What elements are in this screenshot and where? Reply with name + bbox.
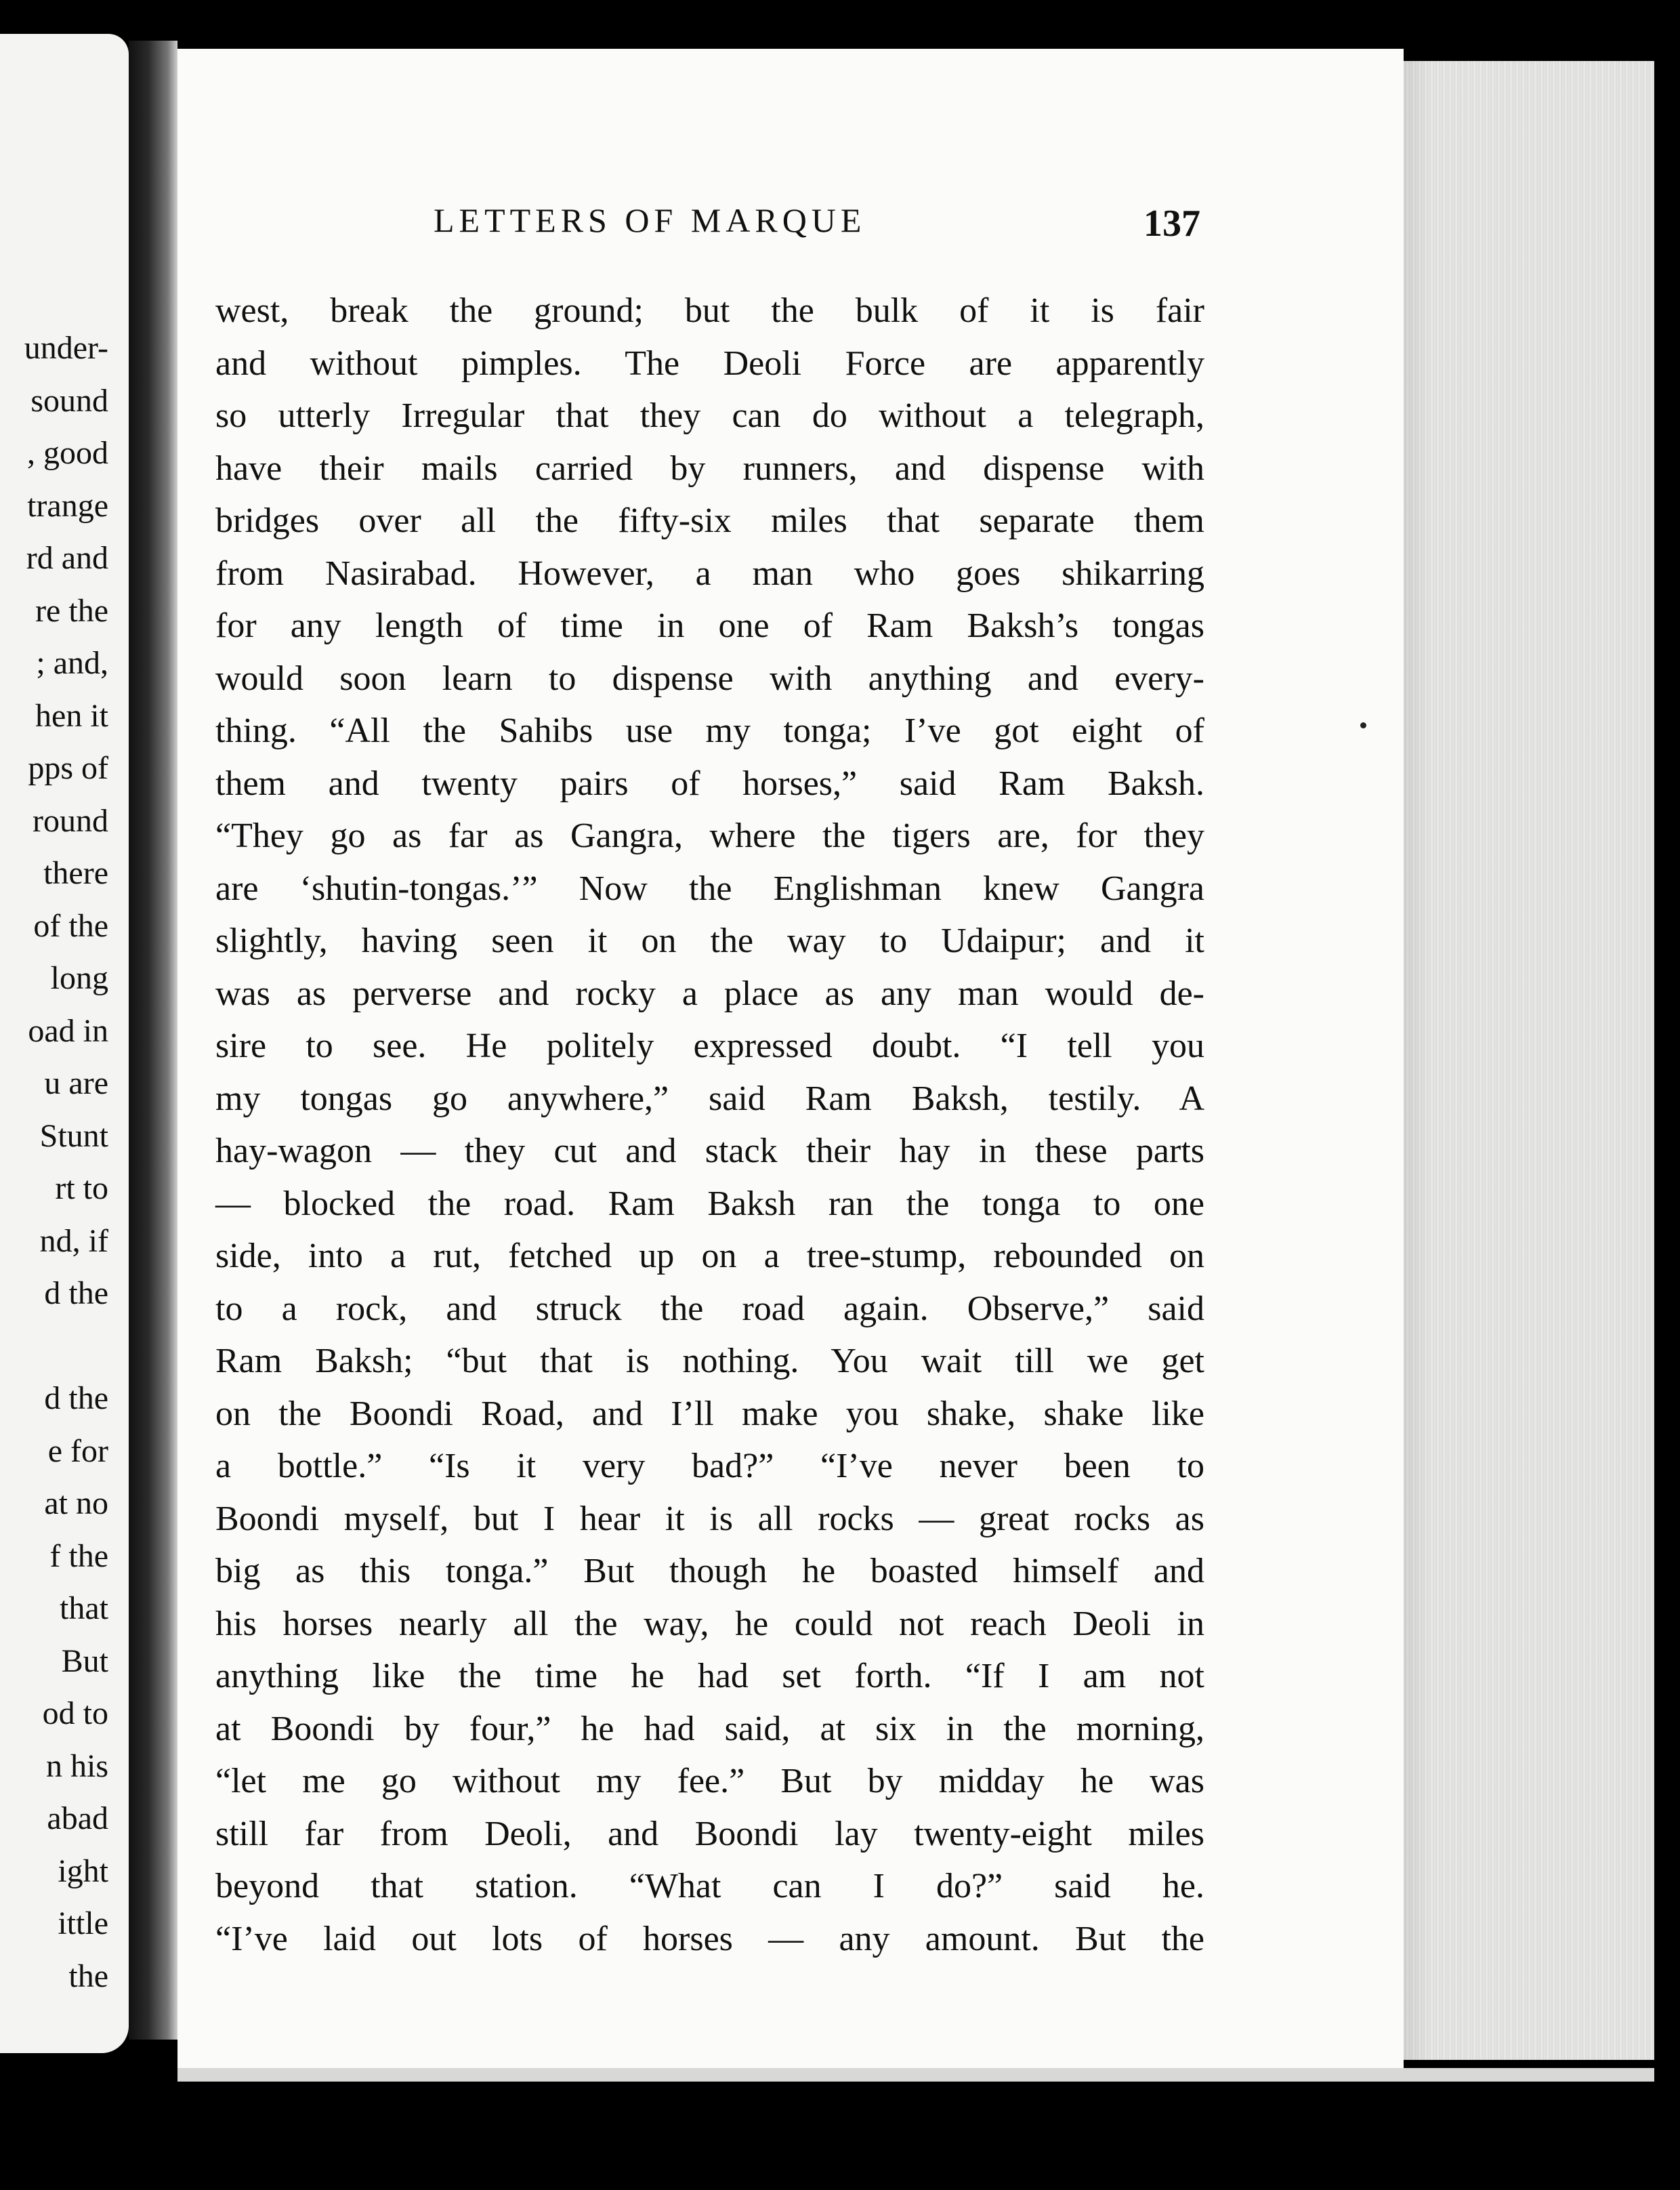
text-line: have their mails carried by runners, and dispense with: [215, 449, 1204, 488]
text-line: hay-wagon — they cut and stack their hay in these parts: [215, 1132, 1204, 1170]
facing-page-line: Stunt: [39, 1117, 108, 1154]
text-line: side, into a rut, fetched up on a tree-stump, rebounded on: [215, 1237, 1204, 1275]
page-number: 137: [1143, 203, 1200, 245]
page-bottom-edge: [177, 2068, 1654, 2082]
text-line: my tongas go anywhere,” said Ram Baksh, testily. A: [215, 1079, 1204, 1118]
text-line: big as this tonga.” But though he boasted himself and: [215, 1552, 1204, 1590]
text-line: so utterly Irregular that they can do without a telegraph,: [215, 396, 1204, 435]
text-line: them and twenty pairs of horses,” said Ram Baksh.: [215, 764, 1204, 803]
facing-page-line: there: [43, 855, 108, 891]
text-line: Ram Baksh; “but that is nothing. You wait till we get: [215, 1342, 1204, 1380]
facing-page-line: f the: [49, 1537, 108, 1574]
text-line: for any length of time in one of Ram Baksh’s tongas: [215, 606, 1204, 645]
text-line: thing. “All the Sahibs use my tonga; I’ve got eight of: [215, 711, 1204, 750]
facing-page-line: that: [60, 1590, 108, 1626]
text-line: was as perverse and rocky a place as any man would de-: [215, 974, 1204, 1013]
book-gutter: [129, 41, 177, 2040]
text-line: still far from Deoli, and Boondi lay twenty-eight miles: [215, 1814, 1204, 1853]
facing-page-line: pps of: [28, 750, 108, 786]
text-line: and without pimples. The Deoli Force are apparently: [215, 344, 1204, 383]
facing-page-line: hen it: [35, 697, 108, 734]
text-line: anything like the time he had set forth. “If I am not: [215, 1657, 1204, 1695]
text-line: slightly, having seen it on the way to Udaipur; and it: [215, 922, 1204, 960]
facing-page-line: nd, if: [39, 1222, 108, 1259]
text-line: to a rock, and struck the road again. Observe,” said: [215, 1289, 1204, 1328]
facing-page-line: at no: [44, 1485, 108, 1521]
facing-page-line: u are: [44, 1065, 108, 1101]
facing-page-line: re the: [35, 592, 108, 629]
facing-page-line: e for: [47, 1432, 108, 1469]
facing-page-line: [24, 1320, 108, 1373]
facing-page-line: long: [50, 960, 108, 996]
text-line: are ‘shutin-tongas.’” Now the Englishman knew Gangra: [215, 869, 1204, 908]
facing-page-line: oad in: [28, 1012, 108, 1049]
text-line: at Boondi by four,” he had said, at six in the morning,: [215, 1709, 1204, 1748]
text-line: west, break the ground; but the bulk of it is fair: [215, 291, 1204, 330]
facing-page-line: ight: [58, 1853, 108, 1889]
facing-page-line: od to: [42, 1695, 108, 1731]
facing-page-line: the: [68, 1958, 108, 1994]
facing-page-line: ittle: [58, 1905, 108, 1941]
facing-page-line: n his: [45, 1748, 108, 1784]
facing-page-line: rt to: [55, 1170, 108, 1206]
text-line: bridges over all the fifty-six miles that separate them: [215, 501, 1204, 540]
facing-page-text: [24, 322, 108, 2002]
facing-page-line: , good: [27, 435, 108, 471]
facing-page-line: d the: [44, 1275, 108, 1311]
text-line: from Nasirabad. However, a man who goes shikarring: [215, 554, 1204, 593]
facing-page-line: sound: [30, 382, 108, 419]
text-line: on the Boondi Road, and I’ll make you shake, shake like: [215, 1394, 1204, 1433]
text-line: — blocked the road. Ram Baksh ran the tonga to one: [215, 1184, 1204, 1223]
facing-page-line: rd and: [26, 540, 108, 576]
running-head: LETTERS OF MARQUE: [434, 201, 866, 239]
text-line: beyond that station. “What can I do?” said he.: [215, 1867, 1204, 1905]
text-line: his horses nearly all the way, he could not reach Deoli in: [215, 1604, 1204, 1643]
speck-mark: [1360, 722, 1366, 728]
facing-page-left: [0, 34, 129, 2053]
facing-page-line: of the: [33, 907, 108, 944]
facing-page-line: ; and,: [36, 645, 108, 681]
text-line: would soon learn to dispense with anything and every-: [215, 659, 1204, 698]
body-text: [215, 285, 1204, 1965]
text-line: a bottle.” “Is it very bad?” “I’ve never been to: [215, 1447, 1204, 1485]
page-block-edges: [1404, 61, 1654, 2060]
text-line: sire to see. He politely expressed doubt. “I tell you: [215, 1027, 1204, 1065]
facing-page-line: trange: [27, 487, 108, 524]
facing-page-line: d the: [44, 1380, 108, 1416]
text-line: “I’ve laid out lots of horses — any amount. But the: [215, 1919, 1204, 1958]
text-line: “let me go without my fee.” But by midday he was: [215, 1762, 1204, 1800]
facing-page-line: round: [33, 802, 108, 839]
text-line: “They go as far as Gangra, where the tigers are, for they: [215, 817, 1204, 855]
text-line: Boondi myself, but I hear it is all rocks — great rocks as: [215, 1499, 1204, 1538]
facing-page-line: under-: [24, 330, 108, 366]
facing-page-line: But: [61, 1642, 108, 1679]
facing-page-line: abad: [47, 1800, 108, 1836]
